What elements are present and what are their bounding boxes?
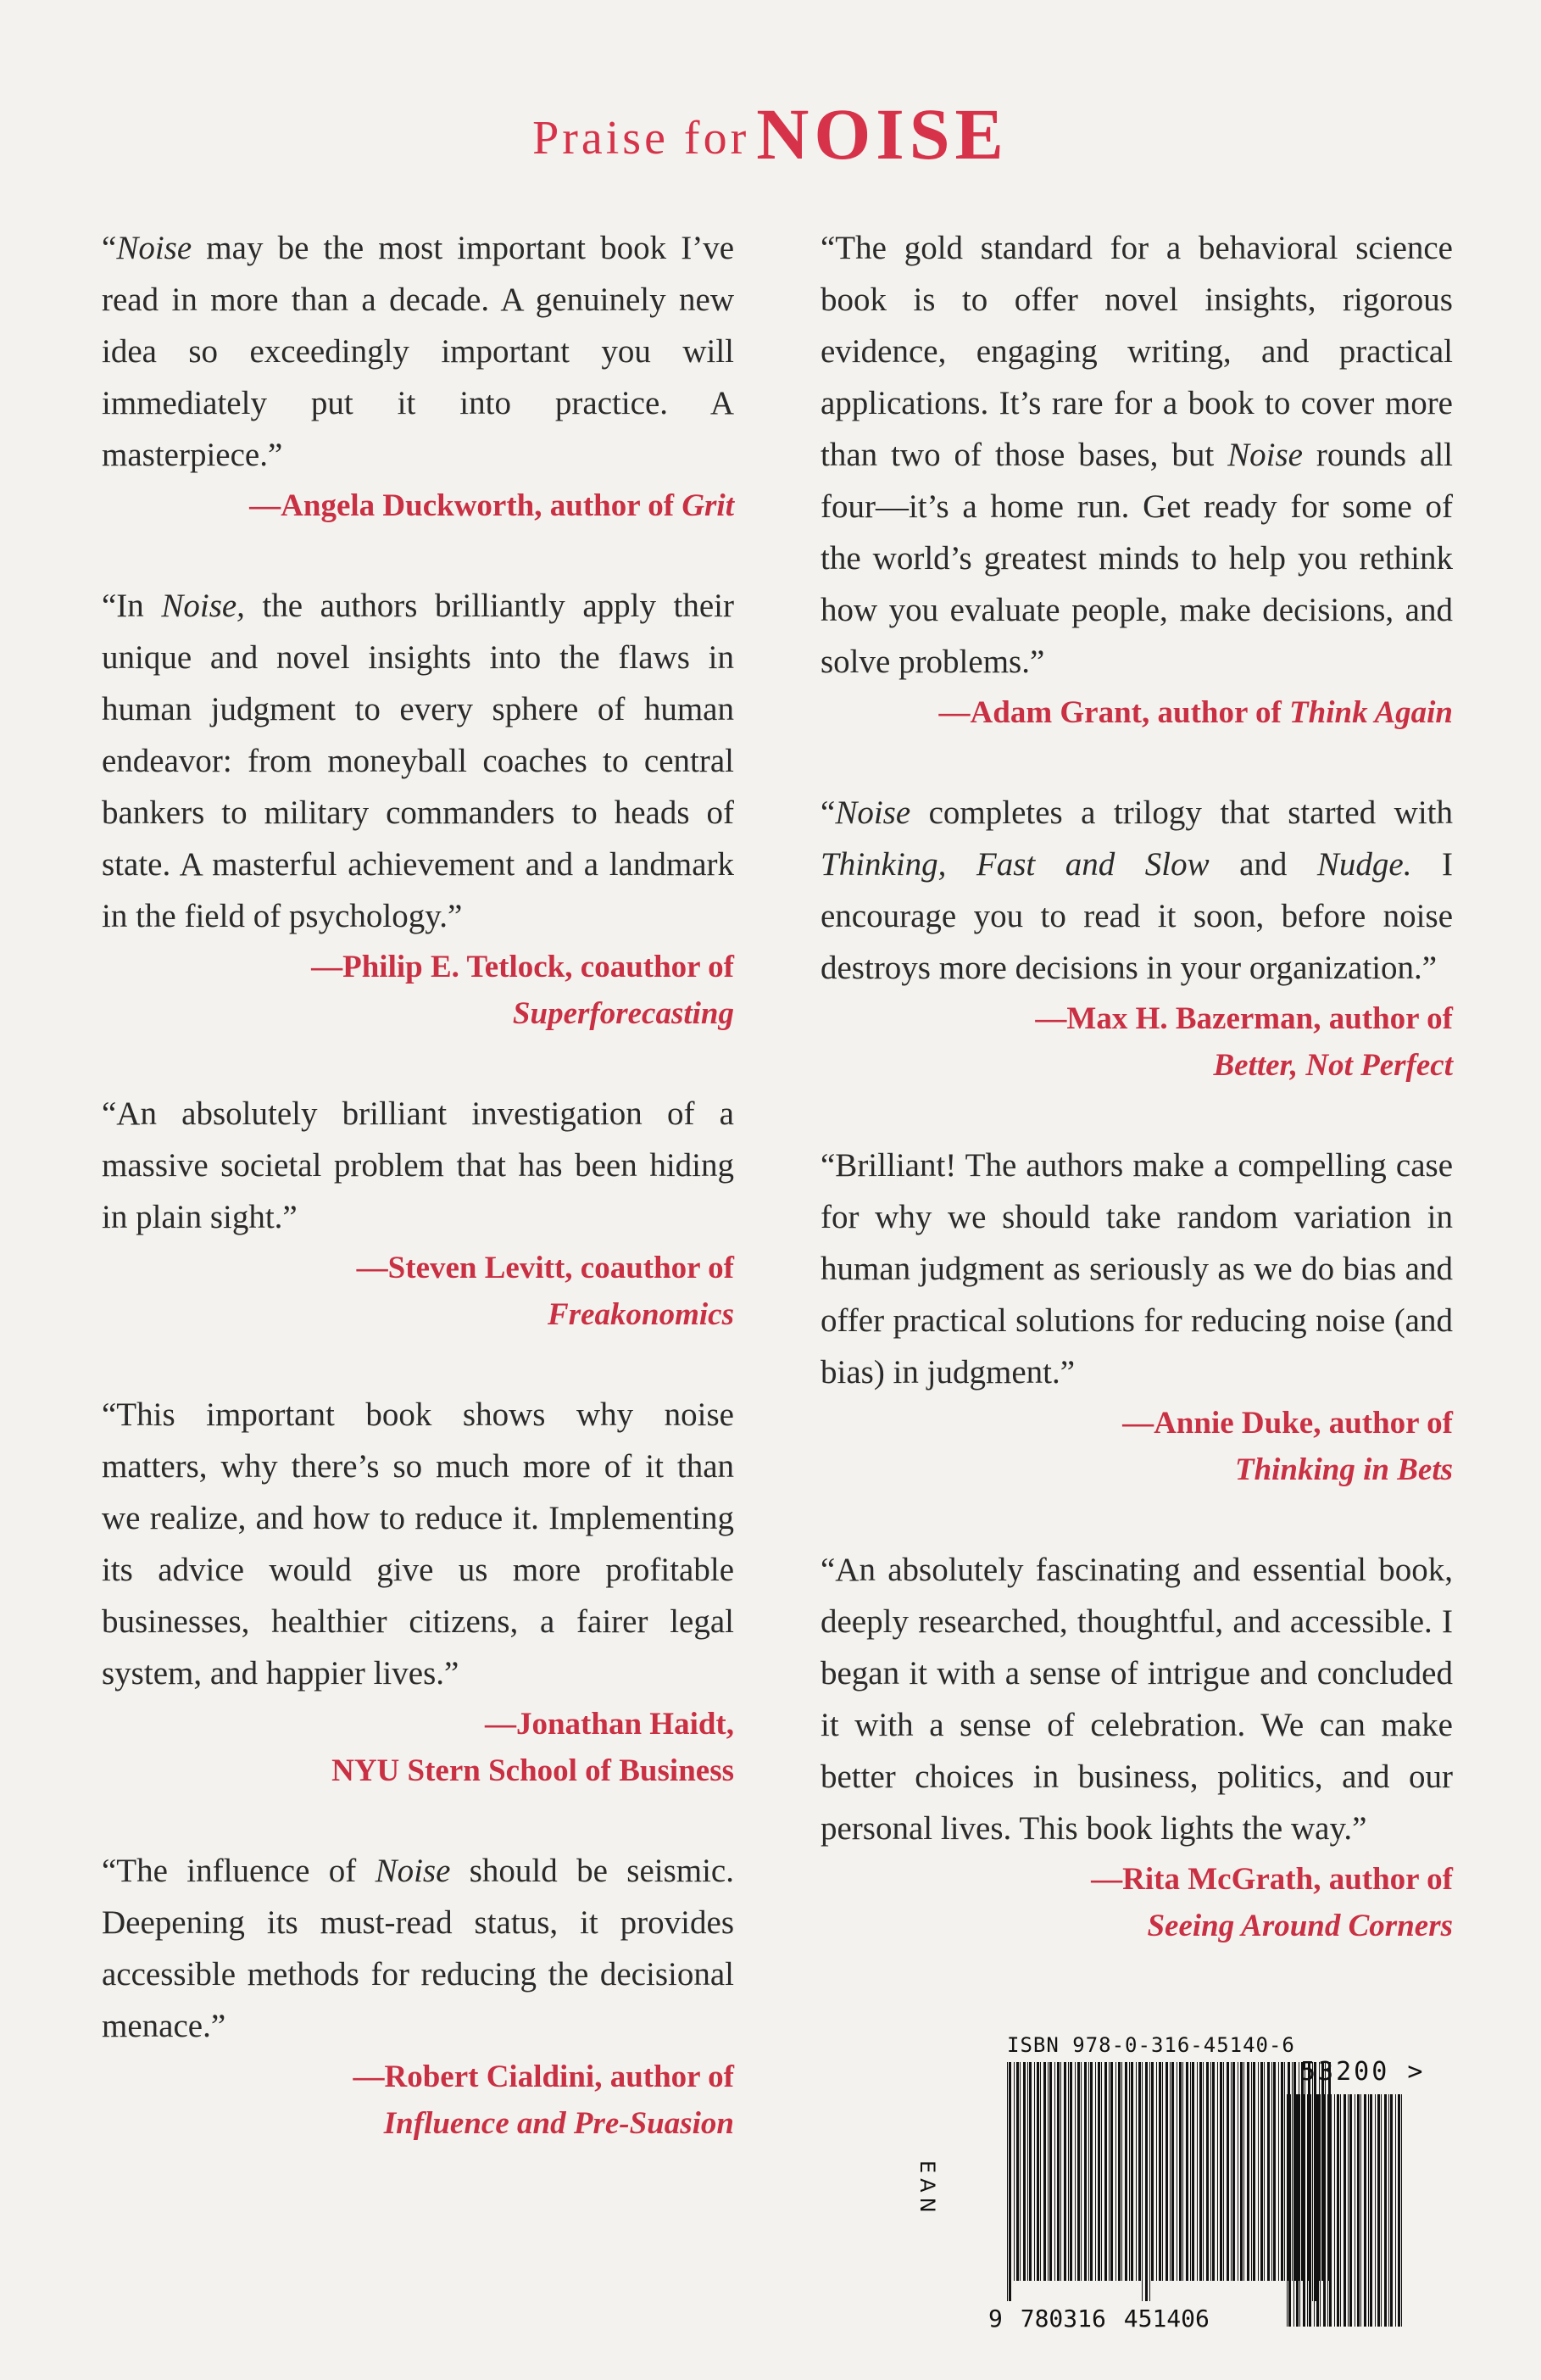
barcode-bar [1327, 2094, 1328, 2327]
barcode-bar [1098, 2062, 1100, 2281]
barcode-bar [1149, 2062, 1150, 2301]
barcode-bar [1197, 2062, 1198, 2281]
barcode-bar [1309, 2094, 1311, 2327]
barcode-bar [1258, 2062, 1259, 2281]
barcode-bar [1109, 2062, 1110, 2281]
title-book-name: NOISE [756, 93, 1009, 175]
barcode-bar [1088, 2062, 1089, 2281]
barcode-bar [1037, 2062, 1039, 2281]
blurb-text-italic: Thinking, Fast and Slow [821, 846, 1210, 883]
barcode-bar [1171, 2062, 1174, 2281]
blurb-attribution [821, 1400, 1453, 1493]
barcode-bar [1337, 2094, 1339, 2327]
blurb-attribution [102, 944, 734, 1037]
attribution-work: Freakonomics [548, 1297, 734, 1332]
blurb-text-italic: Noise, [161, 588, 245, 624]
barcode-bar [1101, 2062, 1102, 2281]
blurb-text-italic: Nudge. [1316, 846, 1412, 883]
title-prefix: Praise for [532, 112, 750, 164]
barcode-bar [1360, 2094, 1361, 2327]
barcode-bar [1156, 2062, 1157, 2281]
barcode-bar [1016, 2062, 1019, 2281]
barcode-bar [1344, 2094, 1346, 2327]
blurb [821, 787, 1453, 1089]
barcode-bar [1029, 2062, 1032, 2281]
blurb-text [821, 222, 1453, 688]
blurb [102, 580, 734, 1037]
barcode-bar [1377, 2094, 1380, 2327]
blurb-attribution [102, 2054, 734, 2147]
barcode-bar [1334, 2094, 1335, 2327]
barcode-bar [1179, 2062, 1182, 2281]
barcode-bar [1077, 2062, 1080, 2281]
barcode-bar [1320, 2094, 1321, 2327]
blurb-attribution [821, 689, 1453, 736]
barcode-bar [1064, 2062, 1066, 2281]
barcode-bar [1220, 2062, 1222, 2281]
barcode-bar [1192, 2062, 1194, 2281]
barcode-bar [1203, 2062, 1204, 2281]
left-column [102, 222, 734, 2198]
blurb-text-italic: Noise [835, 794, 911, 831]
attribution-author: —Annie Duke, author of [1122, 1406, 1453, 1441]
barcode-bar [1323, 2094, 1326, 2327]
attribution-author: —Philip E. Tetlock, coauthor of [311, 950, 734, 984]
barcode-bar [1023, 2062, 1026, 2281]
barcode-bar [1014, 2062, 1015, 2281]
barcode-bar [1142, 2062, 1143, 2301]
blurb [102, 1389, 734, 1794]
barcode-bar [1170, 2062, 1171, 2281]
barcode-bar [1182, 2062, 1183, 2281]
attribution-work: NYU Stern School of Business [331, 1753, 734, 1788]
blurb-attribution [102, 1701, 734, 1794]
barcode-bar [1121, 2062, 1122, 2281]
blurb [102, 1845, 734, 2147]
barcode-bar [1299, 2094, 1300, 2327]
barcode-bar [1240, 2062, 1243, 2281]
barcode-bar [1278, 2062, 1279, 2281]
price-code-arrow: > [1407, 2057, 1426, 2087]
blurb-text [821, 1140, 1453, 1398]
barcode-bar [1084, 2062, 1087, 2281]
barcode-bar [1027, 2062, 1028, 2281]
barcode-bar [1287, 2094, 1288, 2327]
barcode-digit-lead: 9 [988, 2305, 1003, 2333]
barcode-bar [1212, 2062, 1215, 2281]
barcode-bar [1159, 2062, 1161, 2281]
barcode-bar [1401, 2094, 1402, 2327]
barcode-bar [1104, 2062, 1107, 2281]
barcode-bar [1034, 2062, 1035, 2281]
attribution-work: Influence and Pre-Suasion [383, 2106, 734, 2141]
barcode-bar [1349, 2094, 1352, 2327]
attribution-author: —Robert Cialdini, author of [353, 2060, 734, 2094]
barcode-bar [1165, 2062, 1168, 2281]
blurb [821, 1544, 1453, 1949]
attribution-work: Grit [681, 488, 734, 523]
blurb-text [102, 580, 734, 942]
blurb-text-italic: Noise [1227, 437, 1303, 473]
barcode-bar [1138, 2062, 1141, 2281]
blurb-attribution [821, 1856, 1453, 1949]
barcode-bar [1048, 2062, 1049, 2281]
blurb [821, 222, 1453, 736]
barcode-bar [1340, 2094, 1341, 2327]
barcode-bar [1186, 2062, 1188, 2281]
attribution-work: Superforecasting [512, 996, 734, 1031]
barcode-bar [1329, 2094, 1332, 2327]
barcode-bar [1281, 2062, 1283, 2281]
barcode-bar [1007, 2062, 1008, 2301]
barcode-bar [1284, 2062, 1285, 2281]
barcode-bar [1247, 2062, 1249, 2281]
blurb-attribution [102, 482, 734, 529]
barcode-bar [1090, 2062, 1093, 2281]
barcode-bar [1364, 2094, 1366, 2327]
barcode-bar [1251, 2062, 1252, 2281]
blurb-text-run: “The gold standard for a behavioral science book is to offer novel insights, rigorous evidence, engaging writing, and practical applications. It’s rare for a book to cover more than two of those bases, but [821, 230, 1453, 473]
barcode-bar [1288, 2094, 1291, 2327]
blurb-text-run: rounds all four—it’s a home run. Get ready for some of the world’s greatest minds to help you rethink how you evaluate people, make decisions, and solve problems.” [821, 437, 1454, 680]
barcode-bar [1129, 2062, 1130, 2281]
blurb-text [102, 1088, 734, 1243]
barcode-bar [1357, 2094, 1360, 2327]
barcode-area [915, 2033, 1448, 2338]
barcode-bar [1020, 2062, 1021, 2281]
attribution-author: —Adam Grant, author of [938, 695, 1282, 730]
barcode-bar [1293, 2094, 1294, 2327]
barcode-bar [1316, 2094, 1319, 2327]
barcode-bar [1267, 2062, 1270, 2281]
barcode-bar [1054, 2062, 1055, 2281]
barcode-bar [1125, 2062, 1127, 2281]
ean-label: EAN [915, 2160, 939, 2218]
barcode-bar [1199, 2062, 1202, 2281]
barcode-bar [1070, 2062, 1072, 2281]
price-code [1300, 2057, 1425, 2087]
barcode-bar [1307, 2094, 1308, 2327]
blurb-text-run: may be the most important book I’ve read in more than a decade. A genuinely new idea so exceedingly important you will immediately put it into practice. A masterpiece.” [102, 230, 734, 473]
barcode-bar [1368, 2094, 1369, 2327]
barcode-bar [1009, 2062, 1011, 2301]
barcode-bar [1057, 2062, 1060, 2281]
barcode-bar [1260, 2062, 1263, 2281]
blurb-text-run: “ [821, 794, 836, 831]
blurb-text [102, 1845, 734, 2052]
barcode-bar [1068, 2062, 1069, 2281]
barcode-bar [1075, 2062, 1076, 2281]
blurb [102, 222, 734, 529]
barcode-bar [1043, 2062, 1046, 2281]
barcode-bar [1388, 2094, 1389, 2327]
barcode-bar [1223, 2062, 1224, 2281]
barcode-bar [1271, 2062, 1272, 2281]
blurb-text-run: and [1209, 846, 1317, 883]
barcode-digits-left: 780316 [1020, 2305, 1106, 2333]
barcode-bar [1115, 2062, 1116, 2281]
barcode-bar [1395, 2094, 1396, 2327]
barcode-digits-right: 451406 [1123, 2305, 1210, 2333]
barcode-bar [1384, 2094, 1387, 2327]
attribution-author: —Rita McGrath, author of [1091, 1862, 1453, 1897]
barcode-bar [1370, 2094, 1372, 2327]
barcode-bar [1232, 2062, 1235, 2281]
barcode-bar [1060, 2062, 1061, 2281]
blurb-text [821, 1544, 1453, 1854]
blurb-text-run: “ [102, 230, 117, 266]
barcode-bar [1162, 2062, 1163, 2281]
barcode-bar [1040, 2062, 1041, 2281]
barcode-bar [1081, 2062, 1082, 2281]
blurb-attribution [821, 995, 1453, 1089]
barcode-bar [1095, 2062, 1096, 2281]
blurb-text [821, 787, 1453, 994]
attribution-work: Seeing Around Corners [1147, 1909, 1453, 1943]
blurb-text-run: completes a trilogy that started with [910, 794, 1453, 831]
barcode-bar [1390, 2094, 1393, 2327]
barcode-digits [988, 2305, 1213, 2333]
barcode-bar [1217, 2062, 1218, 2281]
attribution-work: Thinking in Bets [1234, 1452, 1453, 1487]
attribution-work: Think Again [1289, 695, 1453, 730]
blurb-text-run: “Brilliant! The authors make a compelling case for why we should take random variation in human judgment as seriously as we do bias and offer practical solutions for reducing noise (and bias) in judgment.” [821, 1147, 1453, 1391]
isbn-label: ISBN 978-0-316-45140-6 [1007, 2033, 1295, 2057]
barcode-bar [1273, 2062, 1276, 2281]
barcode-bar [1303, 2094, 1305, 2327]
blurb-text [102, 1389, 734, 1699]
barcode-bar [1348, 2094, 1349, 2327]
ean-barcode [1007, 2062, 1332, 2301]
blurb-text [102, 222, 734, 481]
barcode-bar [1049, 2062, 1052, 2281]
barcode-bar [1151, 2062, 1154, 2281]
barcode-bar [1145, 2062, 1148, 2301]
attribution-author: —Angela Duckworth, author of [249, 488, 675, 523]
attribution-author: —Steven Levitt, coauthor of [356, 1251, 734, 1285]
blurb [102, 1088, 734, 1338]
blurb-attribution [102, 1245, 734, 1338]
blurb-text-run: “An absolutely brilliant investigation of a massive societal problem that has been hiding in plain sight.” [102, 1095, 734, 1235]
barcode-bar [1118, 2062, 1121, 2281]
attribution-work: Better, Not Perfect [1213, 1048, 1453, 1083]
barcode-bar [1314, 2094, 1315, 2327]
blurb-text-italic: Noise [116, 230, 192, 266]
blurb-text-italic: Noise [375, 1853, 451, 1889]
addon-barcode [1287, 2094, 1405, 2327]
blurb-text-run: “An absolutely fascinating and essential book, deeply researched, thoughtful, and accessible. I began it with a sense of intrigue and concluded it with a sense of celebration. We can make better choices in business, politics, and our personal lives. This book lights the way.” [821, 1552, 1453, 1847]
page-title [0, 92, 1541, 176]
barcode-bar [1206, 2062, 1209, 2281]
barcode-bar [1381, 2094, 1382, 2327]
barcode-bar [1227, 2062, 1229, 2281]
price-code-digits: 53200 [1300, 2057, 1390, 2087]
barcode-bar [1210, 2062, 1211, 2281]
blurb-text-run: the authors brilliantly apply their unique and novel insights into the flaws in human judgment to every sphere of human endeavor: from moneyball coaches to central bankers to military commanders to heads of state. A masterful achievement and a landmark in the field of psychology.” [102, 588, 734, 934]
barcode-bar [1131, 2062, 1133, 2281]
attribution-author: —Jonathan Haidt, [484, 1707, 734, 1742]
barcode-bar [1136, 2062, 1137, 2281]
barcode-bar [1398, 2094, 1400, 2327]
right-column [821, 222, 1453, 2000]
blurb-text-run: “In [102, 588, 162, 624]
blurb-text-run: “The influence of [102, 1853, 376, 1889]
barcode-bar [1296, 2094, 1299, 2327]
barcode-bar [1253, 2062, 1255, 2281]
attribution-author: —Max H. Bazerman, author of [1035, 1001, 1453, 1036]
blurb-text-run: “This important book shows why noise matters, why there’s so much more of it than we realize, and how to reduce it. Implementing its advice would give us more profitable businesses, healthier citizens, a fairer legal system, and happier lives.” [102, 1396, 734, 1692]
barcode-bar [1375, 2094, 1376, 2327]
blurb-text-run: I encourage you to read it soon, before noise destroys more decisions in your organization.” [821, 846, 1453, 986]
barcode-bar [1231, 2062, 1232, 2281]
blurb-text-run: should be seismic. Deepening its must-read status, it provides accessible methods for reducing the decisional menace.” [102, 1853, 734, 2044]
barcode-bar [1190, 2062, 1191, 2281]
barcode-bar [1243, 2062, 1244, 2281]
blurb [821, 1140, 1453, 1493]
barcode-bar [1264, 2062, 1265, 2281]
barcode-bar [1110, 2062, 1113, 2281]
